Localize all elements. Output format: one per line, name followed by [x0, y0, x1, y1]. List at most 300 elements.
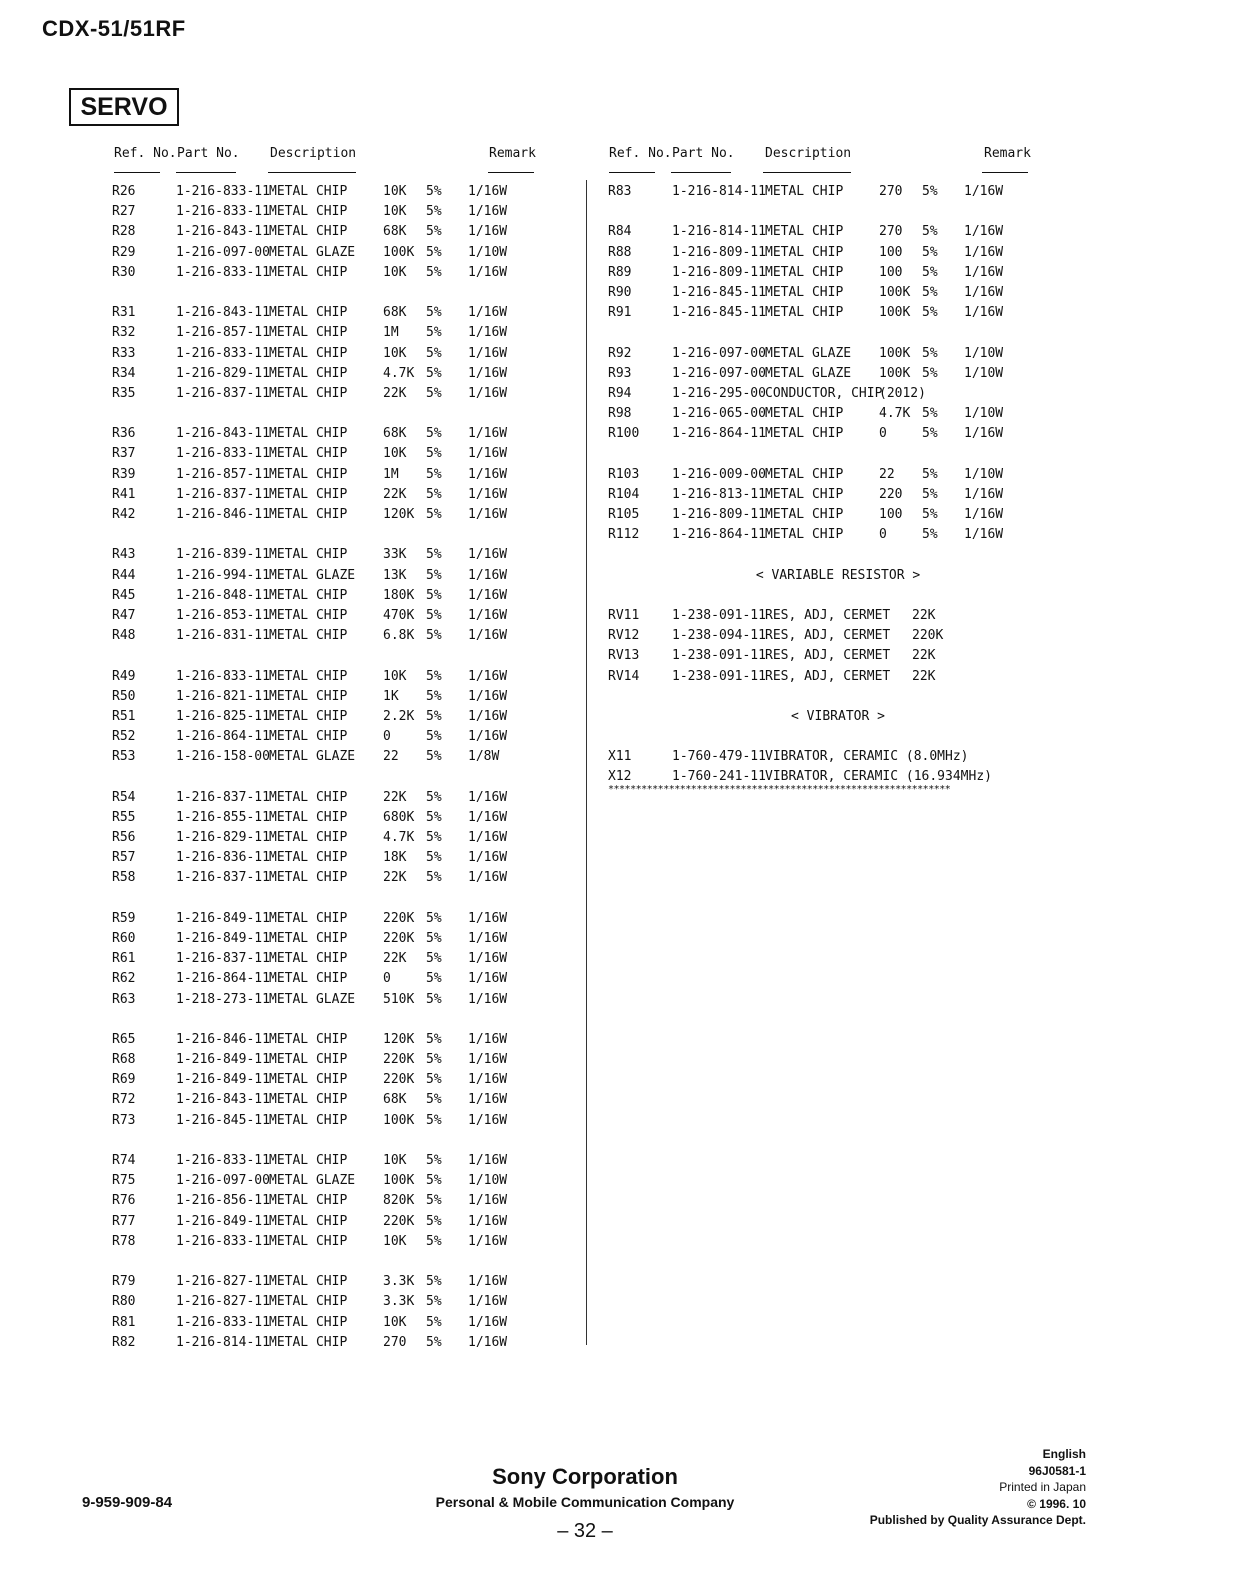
ref-no: R93 [608, 365, 632, 381]
part-row [608, 263, 1048, 283]
part-row [112, 990, 552, 1010]
part-no: 1-216-829-11 [176, 365, 270, 381]
rating: 1/16W [468, 224, 508, 240]
description: METAL CHIP [269, 910, 348, 926]
part-no: 1-216-843-11 [176, 426, 270, 442]
description: METAL CHIP [269, 1334, 348, 1350]
ref-no: R69 [112, 1072, 136, 1088]
value: 22K [383, 385, 407, 401]
part-no: 1-238-091-11 [672, 607, 766, 623]
part-row [112, 384, 552, 404]
tolerance: 5% [426, 184, 442, 199]
rating: 1/16W [468, 1092, 508, 1108]
part-row [112, 505, 552, 525]
ref-no: R63 [112, 991, 136, 1007]
value: 220K [383, 1213, 415, 1229]
part-row [112, 182, 552, 202]
part-no: 1-216-845-11 [672, 305, 766, 321]
description: METAL CHIP [269, 587, 348, 603]
value: 100K [879, 345, 911, 361]
tolerance: 5% [922, 486, 938, 502]
part-no: 1-216-833-11 [176, 1153, 270, 1168]
ref-no: R91 [608, 305, 632, 321]
rating: 1/16W [964, 527, 1004, 543]
ref-no: R50 [112, 688, 136, 704]
ref-no: R112 [608, 527, 640, 543]
part-no: 1-216-856-11 [176, 1193, 270, 1209]
description: METAL CHIP [269, 466, 348, 482]
value: 100K [383, 244, 415, 260]
part-no: 1-216-843-11 [176, 1092, 270, 1108]
value: 3.3K [383, 1274, 415, 1290]
description: METAL GLAZE [269, 749, 356, 765]
ref-no: R48 [112, 628, 136, 644]
description: VIBRATOR, CERAMIC (8.0MHz) [765, 749, 969, 765]
part-no: 1-216-837-11 [176, 951, 270, 967]
part-no: 1-216-097-00 [176, 1173, 270, 1189]
rating: 1/16W [468, 325, 508, 341]
value: 22K [912, 668, 936, 684]
tolerance: 5% [426, 1072, 442, 1088]
tolerance: 5% [426, 708, 442, 724]
description: METAL CHIP [269, 446, 348, 462]
description: METAL GLAZE [765, 365, 852, 381]
vibrator-rows [608, 747, 1048, 787]
rating: 1/16W [468, 1153, 508, 1168]
rating: 1/16W [964, 507, 1004, 522]
variable-resistor-rows [608, 606, 1048, 687]
rating: 1/8W [468, 749, 500, 765]
value: 10K [383, 1153, 407, 1168]
description: METAL CHIP [765, 224, 844, 240]
value: 10K [383, 668, 407, 684]
part-no: 1-238-091-11 [672, 648, 766, 664]
description: METAL CHIP [269, 345, 348, 361]
value: 270 [879, 184, 903, 199]
header-part-no: Part No. [177, 146, 240, 161]
tolerance: 5% [426, 325, 442, 341]
ref-no: R73 [112, 1112, 136, 1128]
tolerance: 5% [426, 850, 442, 866]
value: 22K [383, 951, 407, 967]
part-no: 1-216-837-11 [176, 486, 270, 502]
value: 680K [383, 809, 415, 825]
part-row [112, 444, 552, 464]
part-no: 1-216-097-00 [176, 244, 270, 260]
group-gap [112, 525, 552, 545]
part-no: 1-216-065-00 [672, 406, 766, 422]
value: 100K [383, 1173, 415, 1189]
description: METAL CHIP [765, 244, 844, 260]
value: 10K [383, 184, 407, 199]
tolerance: 5% [426, 729, 442, 745]
part-no: 1-216-843-11 [176, 224, 270, 240]
description: METAL CHIP [765, 264, 844, 280]
ref-no: R100 [608, 426, 640, 442]
part-row [112, 424, 552, 444]
value: 120K [383, 507, 415, 522]
ref-no: R54 [112, 789, 136, 805]
tolerance: 5% [426, 587, 442, 603]
part-no: 1-216-843-11 [176, 305, 270, 321]
footer-publisher: Published by Quality Assurance Dept. [869, 1513, 1086, 1527]
ref-no: R88 [608, 244, 632, 260]
left-header-rule [176, 172, 236, 173]
footer-division: Personal & Mobile Communication Company [435, 1494, 735, 1510]
rating: 1/16W [964, 244, 1004, 260]
description: METAL CHIP [269, 305, 348, 321]
tolerance: 5% [426, 809, 442, 825]
tolerance: 5% [426, 870, 442, 886]
part-no: 1-238-091-11 [672, 668, 766, 684]
description: CONDUCTOR, CHIP [765, 385, 883, 401]
tolerance: 5% [426, 567, 442, 583]
value: 180K [383, 587, 415, 603]
description: METAL CHIP [269, 1274, 348, 1290]
value: 10K [383, 446, 407, 462]
header-ref-no: Ref. No. [114, 146, 177, 161]
value: 13K [383, 567, 407, 583]
value: 470K [383, 607, 415, 623]
ref-no: R84 [608, 224, 632, 240]
part-row [112, 707, 552, 727]
tolerance: 5% [426, 971, 442, 987]
footer-copyright: © 1996. 10 [1027, 1496, 1086, 1511]
part-row [112, 465, 552, 485]
ref-no: R56 [112, 830, 136, 845]
rating: 1/16W [468, 870, 508, 886]
rating: 1/16W [468, 628, 508, 644]
ref-no: R74 [112, 1153, 136, 1168]
value: 1M [383, 466, 399, 482]
value: 68K [383, 224, 407, 240]
part-no: 1-216-837-11 [176, 385, 270, 401]
tolerance: 5% [426, 264, 442, 280]
rating: 1/16W [468, 547, 508, 563]
rating: 1/16W [468, 850, 508, 866]
section-title: SERVO [69, 88, 179, 126]
tolerance: 5% [922, 365, 938, 381]
description: METAL CHIP [269, 547, 348, 563]
part-no: 1-216-846-11 [176, 1031, 270, 1047]
part-row [112, 586, 552, 606]
rating: 1/16W [468, 507, 508, 522]
ref-no: R89 [608, 264, 632, 280]
value: 68K [383, 426, 407, 442]
ref-no: R27 [112, 204, 136, 220]
part-no: 1-216-833-11 [176, 446, 270, 462]
rating: 1/16W [468, 1334, 508, 1350]
description: METAL CHIP [269, 325, 348, 341]
part-no: 1-216-846-11 [176, 507, 270, 522]
part-row [112, 202, 552, 222]
rating: 1/16W [468, 789, 508, 805]
description: METAL CHIP [269, 607, 348, 623]
part-no: 1-216-849-11 [176, 1213, 270, 1229]
description: METAL CHIP [269, 365, 348, 381]
description: METAL CHIP [269, 1233, 348, 1249]
part-no: 1-216-849-11 [176, 910, 270, 926]
ref-no: R76 [112, 1193, 136, 1209]
tolerance: 5% [426, 204, 442, 220]
part-row [608, 182, 1048, 202]
part-no: 1-216-853-11 [176, 607, 270, 623]
value: 10K [383, 345, 407, 361]
part-no: 1-216-158-00 [176, 749, 270, 765]
part-row [112, 1050, 552, 1070]
tolerance: 5% [426, 1274, 442, 1290]
footer-printed: Printed in Japan [999, 1480, 1086, 1494]
part-no: 1-216-857-11 [176, 325, 270, 341]
tolerance: 5% [922, 224, 938, 240]
ref-no: R79 [112, 1274, 136, 1290]
part-row [112, 485, 552, 505]
part-no: 1-216-845-11 [672, 284, 766, 300]
part-no: 1-216-821-11 [176, 688, 270, 704]
value: 4.7K [383, 830, 415, 845]
ref-no: R26 [112, 184, 136, 199]
part-no: 1-216-864-11 [176, 971, 270, 987]
ref-no: R78 [112, 1233, 136, 1249]
value: 2.2K [383, 708, 415, 724]
part-row [112, 687, 552, 707]
part-no: 1-216-814-11 [176, 1334, 270, 1350]
rating: 1/16W [468, 305, 508, 321]
part-row [608, 646, 1048, 666]
value: 22K [912, 648, 936, 664]
part-no: 1-218-273-11 [176, 991, 270, 1007]
part-row [112, 1030, 552, 1050]
group-gap [112, 767, 552, 787]
tolerance: 5% [426, 385, 442, 401]
group-gap [112, 646, 552, 666]
rating: 1/16W [964, 184, 1004, 199]
part-row [112, 788, 552, 808]
ref-no: R57 [112, 850, 136, 866]
rating: 1/16W [468, 1213, 508, 1229]
value: 100 [879, 507, 903, 522]
part-no: 1-216-839-11 [176, 547, 270, 563]
value: 100 [879, 244, 903, 260]
ref-no: R80 [112, 1294, 136, 1310]
part-row [112, 868, 552, 888]
tolerance: 5% [426, 688, 442, 704]
part-no: 1-216-833-11 [176, 1233, 270, 1249]
rating: 1/16W [468, 1072, 508, 1088]
part-no: 1-216-009-00 [672, 466, 766, 482]
part-row [112, 1292, 552, 1312]
ref-no: RV11 [608, 607, 640, 623]
part-row [112, 1232, 552, 1252]
page-number: – 32 – [557, 1520, 613, 1542]
right-header-rule [982, 172, 1028, 173]
value: 3.3K [383, 1294, 415, 1310]
tolerance: 5% [426, 1031, 442, 1047]
ref-no: R31 [112, 305, 136, 321]
ref-no: R52 [112, 729, 136, 745]
part-no: 1-216-833-11 [176, 345, 270, 361]
description: METAL CHIP [765, 284, 844, 300]
description: METAL CHIP [269, 264, 348, 280]
part-row [608, 364, 1048, 384]
tolerance: 5% [426, 345, 442, 361]
part-row [112, 243, 552, 263]
tolerance: 5% [426, 1213, 442, 1229]
value: 6.8K [383, 628, 415, 644]
description: METAL CHIP [765, 507, 844, 522]
description: METAL CHIP [269, 1112, 348, 1128]
part-no: 1-216-833-11 [176, 184, 270, 199]
description: METAL CHIP [269, 789, 348, 805]
part-row [608, 485, 1048, 505]
part-row [608, 424, 1048, 444]
part-row [608, 303, 1048, 323]
footer-publication-info [870, 1446, 1086, 1529]
tolerance: 5% [922, 426, 938, 442]
tolerance: 5% [426, 607, 442, 623]
part-row [112, 1191, 552, 1211]
value: 10K [383, 1233, 407, 1249]
description: METAL CHIP [269, 1314, 348, 1330]
description: METAL CHIP [269, 628, 348, 644]
rating: 1/16W [964, 224, 1004, 240]
tolerance: 5% [922, 406, 938, 422]
part-no: 1-216-837-11 [176, 789, 270, 805]
part-row [112, 848, 552, 868]
value: 10K [383, 264, 407, 280]
part-no: 1-216-833-11 [176, 668, 270, 684]
part-no: 1-216-857-11 [176, 466, 270, 482]
tolerance: 5% [426, 244, 442, 260]
description: METAL CHIP [269, 1153, 348, 1168]
group-gap [608, 202, 1048, 222]
part-no: 1-216-827-11 [176, 1294, 270, 1310]
rating: 1/16W [468, 830, 508, 845]
part-row [112, 344, 552, 364]
description: VIBRATOR, CERAMIC (16.934MHz) [765, 769, 992, 785]
ref-no: R44 [112, 567, 136, 583]
part-no: 1-216-809-11 [672, 507, 766, 522]
group-gap [112, 404, 552, 424]
description: METAL CHIP [269, 1052, 348, 1068]
description: METAL CHIP [269, 1294, 348, 1310]
part-no: 1-216-097-00 [672, 365, 766, 381]
header-remark: Remark [984, 146, 1031, 161]
left-header-rule [488, 172, 534, 173]
description: METAL CHIP [765, 305, 844, 321]
rating: 1/16W [468, 1031, 508, 1047]
description: METAL GLAZE [765, 345, 852, 361]
ref-no: R62 [112, 971, 136, 987]
value: 100K [879, 305, 911, 321]
part-no: 1-216-831-11 [176, 628, 270, 644]
ref-no: R105 [608, 507, 640, 522]
tolerance: 5% [922, 184, 938, 199]
part-no: 1-760-479-11 [672, 749, 766, 765]
description: METAL CHIP [269, 385, 348, 401]
part-row [112, 929, 552, 949]
part-row [608, 243, 1048, 263]
rating: 1/16W [964, 486, 1004, 502]
description: METAL GLAZE [269, 1173, 356, 1189]
description: RES, ADJ, CERMET [765, 607, 891, 623]
tolerance: 5% [426, 547, 442, 563]
part-no: 1-216-864-11 [672, 426, 766, 442]
part-row [112, 566, 552, 586]
ref-no: R77 [112, 1213, 136, 1229]
tolerance: 5% [922, 466, 938, 482]
vibrator-heading [608, 707, 1048, 727]
part-row [112, 949, 552, 969]
value: 4.7K [879, 406, 911, 422]
description: METAL CHIP [269, 426, 348, 442]
tolerance: 5% [426, 1193, 442, 1209]
part-no: 1-216-814-11 [672, 184, 766, 199]
rating: 1/16W [468, 204, 508, 220]
ref-no: R49 [112, 668, 136, 684]
rating: 1/16W [468, 910, 508, 926]
part-no: 1-216-849-11 [176, 1052, 270, 1068]
value: 68K [383, 1092, 407, 1108]
part-row [112, 263, 552, 283]
ref-no: R75 [112, 1173, 136, 1189]
header-description: Description [270, 146, 357, 161]
value: 270 [383, 1334, 407, 1350]
tolerance: 5% [426, 930, 442, 946]
ref-no: R83 [608, 184, 632, 199]
ref-no: R29 [112, 244, 136, 260]
part-row [112, 1090, 552, 1110]
value: 0 [383, 729, 391, 745]
rating: 1/16W [468, 809, 508, 825]
ref-no: R53 [112, 749, 136, 765]
value: 100 [879, 264, 903, 280]
tolerance: 5% [426, 951, 442, 967]
rating: 1/16W [468, 1193, 508, 1209]
part-row [608, 525, 1048, 545]
rating: 1/16W [468, 184, 508, 199]
right-header-rule [609, 172, 655, 173]
tolerance: 5% [426, 224, 442, 240]
description: RES, ADJ, CERMET [765, 648, 891, 664]
tolerance: 5% [426, 1173, 442, 1189]
ref-no: R82 [112, 1334, 136, 1350]
ref-no: R41 [112, 486, 136, 502]
part-no: 1-216-814-11 [672, 224, 766, 240]
value: 510K [383, 991, 415, 1007]
header-ref-no: Ref. No. [609, 146, 672, 161]
description: METAL CHIP [269, 1072, 348, 1088]
part-row [112, 1333, 552, 1353]
tolerance: 5% [426, 305, 442, 321]
description: METAL CHIP [269, 668, 348, 684]
value: 22K [383, 789, 407, 805]
part-no: 1-238-094-11 [672, 628, 766, 644]
value: 100K [383, 1112, 415, 1128]
rating: 1/16W [468, 668, 508, 684]
value: 220K [383, 930, 415, 946]
part-row [112, 909, 552, 929]
tolerance: 5% [922, 284, 938, 300]
part-no: 1-216-845-11 [176, 1112, 270, 1128]
rating: 1/16W [468, 951, 508, 967]
ref-no: RV14 [608, 668, 640, 684]
part-row [112, 969, 552, 989]
part-row [608, 222, 1048, 242]
tolerance: 5% [922, 305, 938, 321]
rating: 1/16W [468, 426, 508, 442]
part-row [112, 1151, 552, 1171]
